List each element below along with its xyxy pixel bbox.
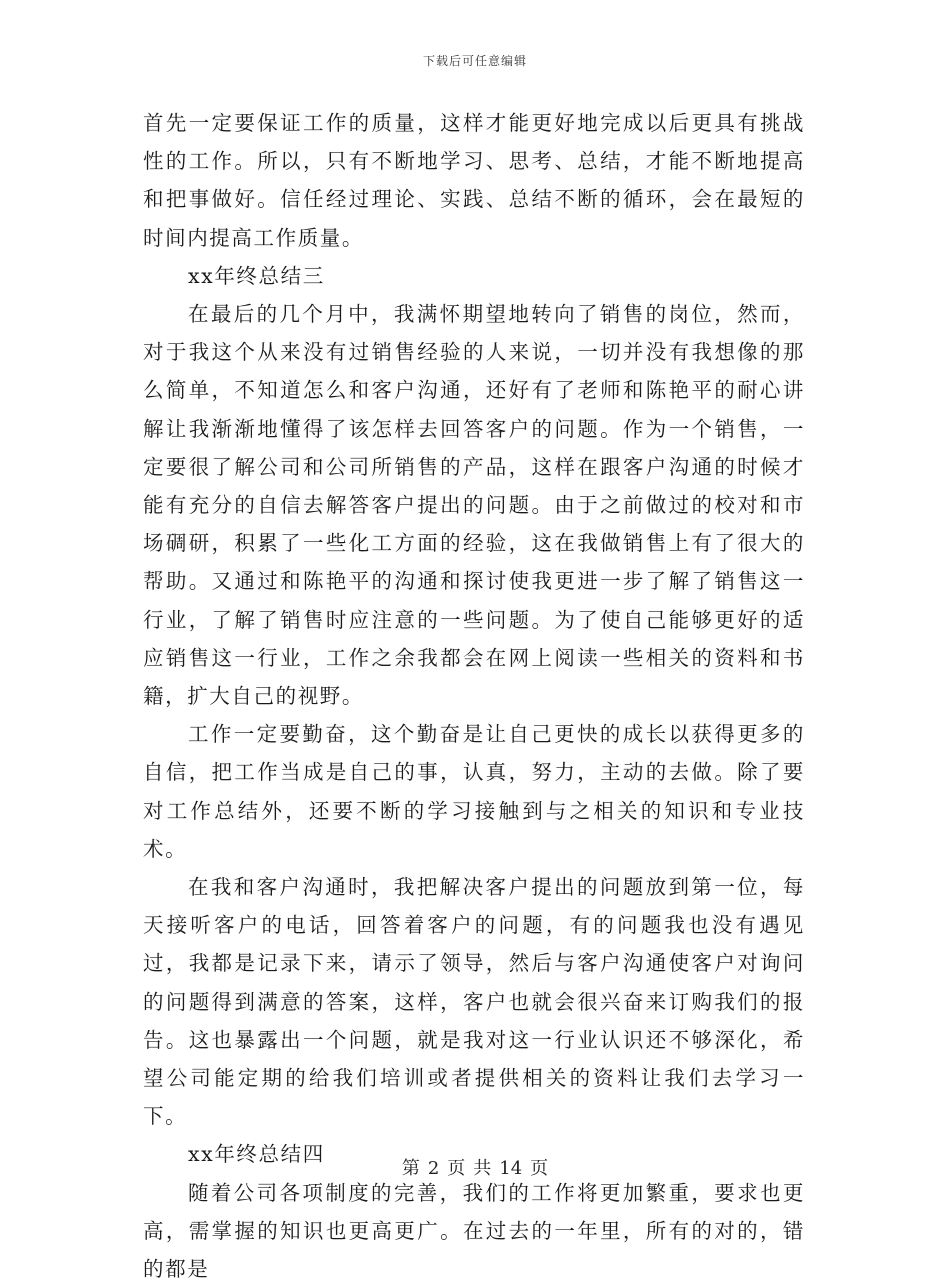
paragraph-3: 工作一定要勤奋，这个勤奋是让自己更快的成长以获得更多的自信，把工作当成是自己的事，认真，努力，主动的去做。除了要对工作总结外，还要不断的学习接触到与之相关的知识和专业技术。 (143, 722, 805, 861)
footer-prefix: 第 (401, 1158, 420, 1179)
paragraph-4: 在我和客户沟通时，我把解决客户提出的问题放到第一位，每天接听客户的电话，回答着客户的问题，有的问题我也没有遇见过，我都是记录下来，请示了领导，然后与客户沟通使客户对询问的问题得到满意的答案，这样，客户也就会很兴奋来订购我们的报告。这也暴露出一个问题，就是我对这一行业认识还不够深化，希望公司能定期的给我们培训或者提供相关的资料让我们去学习一下。 (143, 875, 805, 1129)
section-heading-3: xx年终总结三 (188, 263, 325, 288)
page-footer (0, 1154, 950, 1180)
paragraph-2: 在最后的几个月中，我满怀期望地转向了销售的岗位，然而，对于我这个从来没有过销售经验的人来说，一切并没有我想像的那么简单，不知道怎么和客户沟通，还好有了老师和陈艳平的耐心讲解让我渐渐地懂得了该怎样去回答客户的问题。作为一个销售，一定要很了解公司和公司所销售的产品，这样在跟客户沟通的时候才能有充分的自信去解答客户提出的问题。由于之前做过的校对和市场碉研，积累了一些化工方面的经验，这在我做销售上有了很大的帮助。又通过和陈艳平的沟通和探讨使我更进一步了解了销售这一行业，了解了销售时应注意的一些问题。为了使自己能够更好的适应销售这一行业，工作之余我都会在网上阅读一些相关的资料和书籍，扩大自己的视野。 (143, 302, 805, 709)
footer-total-label: 共 (473, 1158, 492, 1179)
paragraph-1: 首先一定要保证工作的质量，这样才能更好地完成以后更具有挑战性的工作。所以，只有不断地学习、思考、总结，才能不断地提高和把事做好。信任经过理论、实践、总结不断的循环，会在最短的时间内提高工作质量。 (143, 111, 805, 250)
total-page-count: 14 (499, 1158, 523, 1179)
section-heading-4: xx年终总结四 (188, 1142, 325, 1167)
footer-suffix: 页 (530, 1158, 549, 1179)
paragraph-5: 随着公司各项制度的完善，我们的工作将更加繁重，要求也更高，需掌握的知识也更高更广。在过去的一年里，所有的对的，错的都是 (143, 1180, 805, 1282)
page-header: 下载后可任意编辑 (422, 54, 527, 68)
footer-page-label: 页 (447, 1158, 466, 1179)
document-body (143, 104, 805, 1288)
current-page-number: 2 (427, 1158, 440, 1179)
